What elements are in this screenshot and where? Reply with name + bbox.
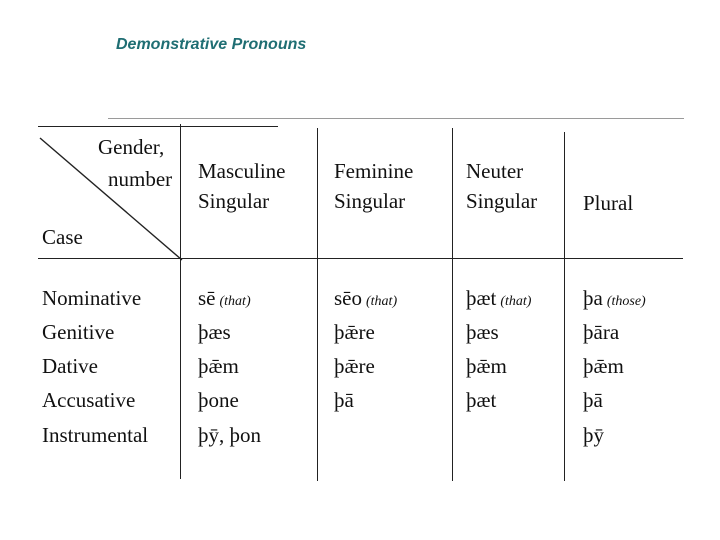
case-label: Dative (42, 354, 98, 378)
table-cell: sē (that) (198, 286, 251, 310)
column-divider-2 (317, 128, 318, 481)
column-divider-3 (452, 128, 453, 481)
table-cell: þǣre (334, 354, 375, 378)
pronoun-table (38, 124, 688, 484)
table-cell: þȳ (583, 423, 604, 447)
corner-label-case: Case (42, 225, 83, 249)
header-bottom-line (38, 258, 683, 259)
table-cell: sēo (that) (334, 286, 398, 310)
table-cell: þæt (that) (466, 286, 532, 310)
table-cell: þæs (466, 320, 499, 344)
table-cell: þa (those) (583, 286, 646, 310)
table-cell: þǣm (583, 354, 624, 378)
table-cell: þone (198, 388, 239, 412)
table-cell: þæt (466, 388, 497, 412)
case-label: Instrumental (42, 423, 149, 447)
case-label: Genitive (42, 320, 115, 344)
column-header-feminine: Feminine Singular (334, 159, 414, 214)
title-divider (108, 118, 684, 119)
case-label: Nominative (42, 286, 142, 310)
column-header-neuter: Neuter Singular (466, 159, 538, 214)
header-top-line (38, 126, 278, 127)
table-cell: þǣm (466, 354, 507, 378)
column-header-plural: Plural (583, 191, 634, 215)
table-cell: þā (334, 388, 354, 412)
table-cell: þǣm (198, 354, 239, 378)
table-cell: þā (583, 388, 603, 412)
slide-title: Demonstrative Pronouns (116, 36, 307, 53)
table-cell: þǣre (334, 320, 375, 344)
table-cell: þȳ, þon (198, 423, 261, 447)
column-divider-4 (564, 132, 565, 481)
column-divider-1 (180, 124, 181, 479)
table-cell: þæs (198, 320, 231, 344)
corner-label-gender: Gender, (98, 135, 165, 159)
column-header-masculine: Masculine Singular (198, 159, 286, 214)
table-cell: þāra (583, 320, 620, 344)
case-label: Accusative (42, 388, 136, 412)
corner-label-number: number (108, 167, 173, 191)
